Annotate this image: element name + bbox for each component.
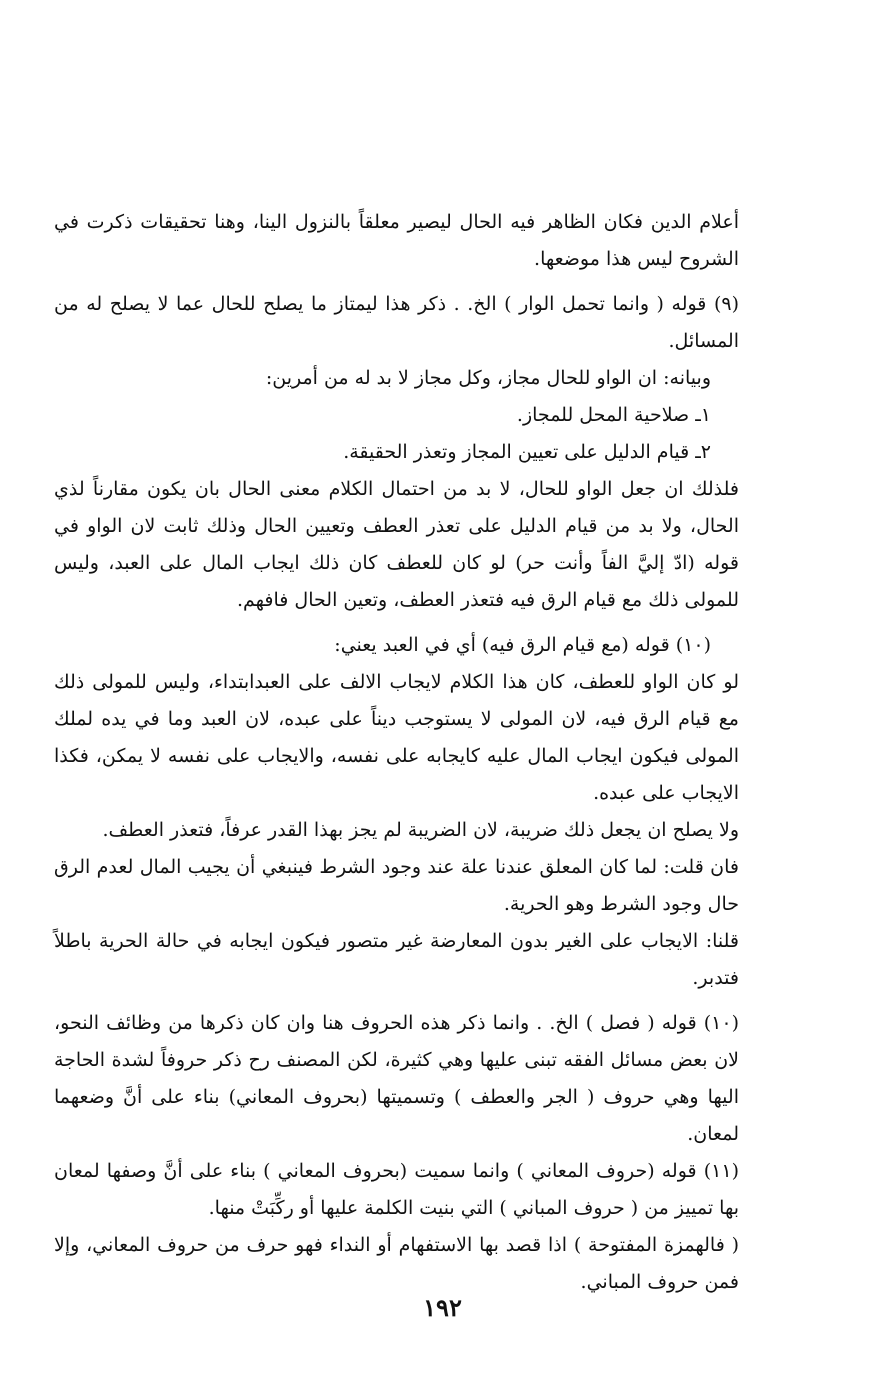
paragraph-2: (٩) قوله ( وانما تحمل الوار ) الخ. . ذكر هذا ليمتاز ما يصلح للحال عما لا يصلح له من المسائل. bbox=[54, 293, 739, 352]
paragraph-9: ولا يصلح ان يجعل ذلك ضريبة، لان الضريبة لم يجز بهذا القدر عرفاً، فتعذر العطف. bbox=[102, 819, 739, 841]
paragraph-5: ٢ـ قيام الدليل على تعيين المجاز وتعذر الحقيقة. bbox=[343, 441, 711, 463]
paragraph-11: قلنا: الايجاب على الغير بدون المعارضة غير متصور فيكون ايجابه في حالة الحرية باطلاً فتدبر. bbox=[54, 930, 739, 989]
paragraph-13: (١١) قوله (حروف المعاني ) وانما سميت (بحروف المعاني ) بناء على أنَّ وصفها لمعان بها تمييز من ( حروف المباني ) التي بنيت الكلمة عليها أو ركِّبَتْ منها. bbox=[54, 1160, 739, 1219]
paragraph-14: ( فالهمزة المفتوحة ) اذا قصد بها الاستفهام أو النداء فهو حرف من حروف المعاني، وإلا فمن حروف المباني. bbox=[54, 1234, 739, 1293]
paragraph-1: أعلام الدين فكان الظاهر فيه الحال ليصير معلقاً بالنزول الينا، وهنا تحقيقات ذكرت في الشروح ليس هذا موضعها. bbox=[54, 211, 739, 270]
page-body bbox=[54, 204, 739, 1301]
paragraph-7: (١٠) قوله (مع قيام الرق فيه) أي في العبد يعني: bbox=[334, 634, 711, 656]
paragraph-12: (١٠) قوله ( فصل ) الخ. . وانما ذكر هذه الحروف هنا وان كان ذكرها من وظائف النحو، لان بعض مسائل الفقه تبنى عليها وهي كثيرة، لكن المصنف رح ذكر حروفاً لشدة الحاجة اليها وهي حروف ( الجر والعطف ) وتسميتها (بحروف المعاني) بناء على أنَّ وضعهما لمعان. bbox=[54, 1012, 739, 1145]
paragraph-10: فان قلت: لما كان المعلق عندنا علة عند وجود الشرط فينبغي أن يجيب المال لعدم الرق حال وجود الشرط وهو الحرية. bbox=[54, 856, 739, 915]
paragraph-8: لو كان الواو للعطف، كان هذا الكلام لايجاب الالف على العبدابتداء، وليس للمولى ذلك مع قيام الرق فيه، لان المولى لا يستوجب ديناً على عبده، لان العبد وما في يده لملك المولى فيكون ايجاب المال عليه كايجابه على نفسه، والايجاب على نفسه لا يمكن، فكذا الايجاب على عبده. bbox=[54, 671, 739, 804]
paragraph-4: ١ـ صلاحية المحل للمجاز. bbox=[516, 404, 711, 426]
page-number: ١٩٢ bbox=[423, 1293, 462, 1322]
paragraph-3: وبيانه: ان الواو للحال مجاز، وكل مجاز لا بد له من أمرين: bbox=[265, 367, 711, 389]
paragraph-6: فلذلك ان جعل الواو للحال، لا بد من احتمال الكلام معنى الحال بان يكون مقارناً لذي الحال، ولا بد من قيام الدليل على تعذر العطف وتعيين الحال وذلك ثابت لان الواو في قوله (ادّ إليَّ الفاً وأنت حر) لو كان للعطف كان ذلك ايجاب المال على العبد، وليس للمولى ذلك مع قيام الرق فيه فتعذر العطف، وتعين الحال فافهم. bbox=[54, 478, 739, 611]
